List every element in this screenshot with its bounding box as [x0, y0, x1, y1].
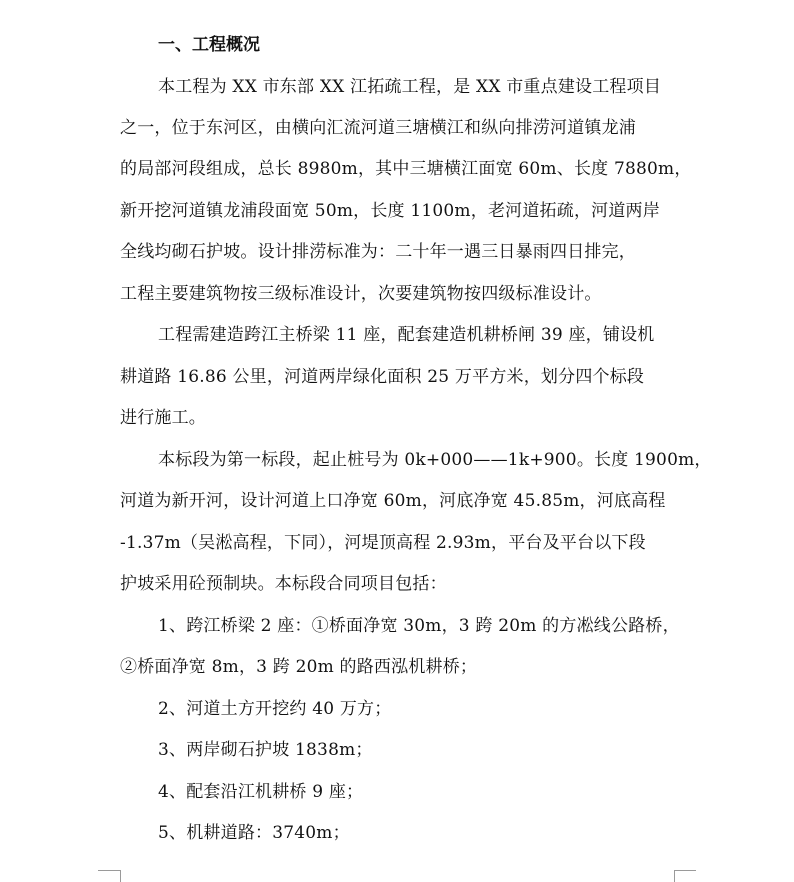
paragraph-3-line-1: 本标段为第一标段，起止桩号为 0k+000——1k+900。长度 1900m， — [158, 450, 712, 470]
crop-mark-right-v — [674, 870, 675, 882]
paragraph-1-line-1: 本工程为 XX 市东部 XX 江拓疏工程，是 XX 市重点建设工程项目 — [158, 77, 662, 97]
paragraph-1-line-6: 工程主要建筑物按三级标准设计，次要建筑物按四级标准设计。 — [120, 284, 602, 304]
paragraph-1-line-4: 新开挖河道镇龙浦段面宽 50m，长度 1100m，老河道拓疏，河道两岸 — [120, 201, 660, 221]
list-item-1-line-2: ②桥面净宽 8m，3 跨 20m 的路西泓机耕桥； — [120, 657, 478, 677]
paragraph-2-line-2: 耕道路 16.86 公里，河道两岸绿化面积 25 万平方米，划分四个标段 — [120, 367, 645, 387]
list-item-1-line-1: 1、跨江桥梁 2 座：①桥面净宽 30m，3 跨 20m 的方凇线公路桥， — [158, 616, 680, 636]
paragraph-3-line-3: -1.37m（吴淞高程，下同），河堤顶高程 2.93m，平台及平台以下段 — [120, 533, 646, 553]
crop-mark-left-v — [120, 870, 121, 882]
crop-mark-left-h — [98, 870, 120, 871]
paragraph-1-line-5: 全线均砌石护坡。设计排涝标准为：二十年一遇三日暴雨四日排完， — [120, 242, 636, 262]
list-item-5: 5、机耕道路：3740m； — [158, 823, 350, 843]
paragraph-1-line-3: 的局部河段组成，总长 8980m，其中三塘横江面宽 60m、长度 7880m， — [120, 159, 692, 179]
list-item-3: 3、两岸砌石护坡 1838m； — [158, 740, 373, 760]
section-heading: 一、工程概况 — [158, 35, 260, 55]
paragraph-2-line-3: 进行施工。 — [120, 408, 206, 428]
paragraph-2-line-1: 工程需建造跨江主桥梁 11 座，配套建造机耕桥闸 39 座，铺设机 — [158, 325, 655, 345]
list-item-2: 2、河道土方开挖约 40 万方； — [158, 699, 392, 719]
paragraph-1-line-2: 之一，位于东河区，由横向汇流河道三塘横江和纵向排涝河道镇龙浦 — [120, 118, 636, 138]
paragraph-3-line-4: 护坡采用砼预制块。本标段合同项目包括： — [120, 574, 447, 594]
crop-mark-right-h — [674, 870, 696, 871]
paragraph-3-line-2: 河道为新开河，设计河道上口净宽 60m，河底净宽 45.85m，河底高程 — [120, 491, 666, 511]
list-item-4: 4、配套沿江机耕桥 9 座； — [158, 782, 364, 802]
